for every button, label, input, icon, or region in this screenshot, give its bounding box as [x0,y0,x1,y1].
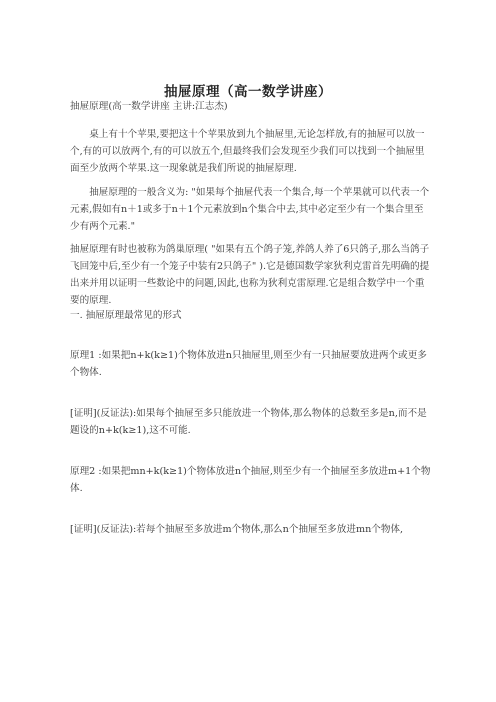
proof-2: [证明](反证法):若每个抽屉至多放进m个物体,那么n个抽屉至多放进mn个物体, [70,524,404,535]
paragraph-meaning: 抽屉原理的一般含义为: "如果每个抽屉代表一个集合,每一个苹果就可以代表一个元素,假如有n＋1或多于n＋1个元素放到n个集合中去,其中必定至少有一个集合里至少有两个元素." [70,187,430,232]
paragraph-pigeonhole: 抽屉原理有时也被称为鸽巢原理( "如果有五个鸽子笼,养鸽人养了6只鸽子,那么当鸽子飞回笼中后,至少有一个笼子中装有2只鸽子" ).它是德国数学家狄利克雷首先明确的提出来并用以证明一些数论中的问题,因此,也称为狄利克雷原理.它是组合数学中一个重要的原理. [70,244,430,306]
paragraph-intro: 桌上有十个苹果,要把这十个苹果放到九个抽屉里,无论怎样放,有的抽屉可以放一个,有的可以放两个,有的可以放五个,但最终我们会发现至少我们可以找到一个抽屉里面至少放两个苹果.这一现象就是我们所说的抽屉原理. [70,129,425,174]
document-subtitle: 抽屉原理(高一数学讲座 主讲:江志杰) [70,101,228,112]
proof-1: [证明](反证法):如果每个抽屉至多只能放进一个物体,那么物体的总数至多是n,而不是题设的n+k(k≥1),这不可能. [70,408,427,436]
section-heading-1: 一. 抽屉原理最常见的形式 [70,310,182,321]
principle-1: 原理1 :如果把n+k(k≥1)个物体放进n只抽屉里,则至少有一只抽屉要放进两个或更多个物体. [70,350,427,378]
principle-2: 原理2 :如果把mn+k(k≥1)个物体放进n个抽屉,则至少有一个抽屉至多放进m+1个物体. [70,466,431,494]
document-title: 抽屉原理（高一数学讲座） [164,84,332,100]
